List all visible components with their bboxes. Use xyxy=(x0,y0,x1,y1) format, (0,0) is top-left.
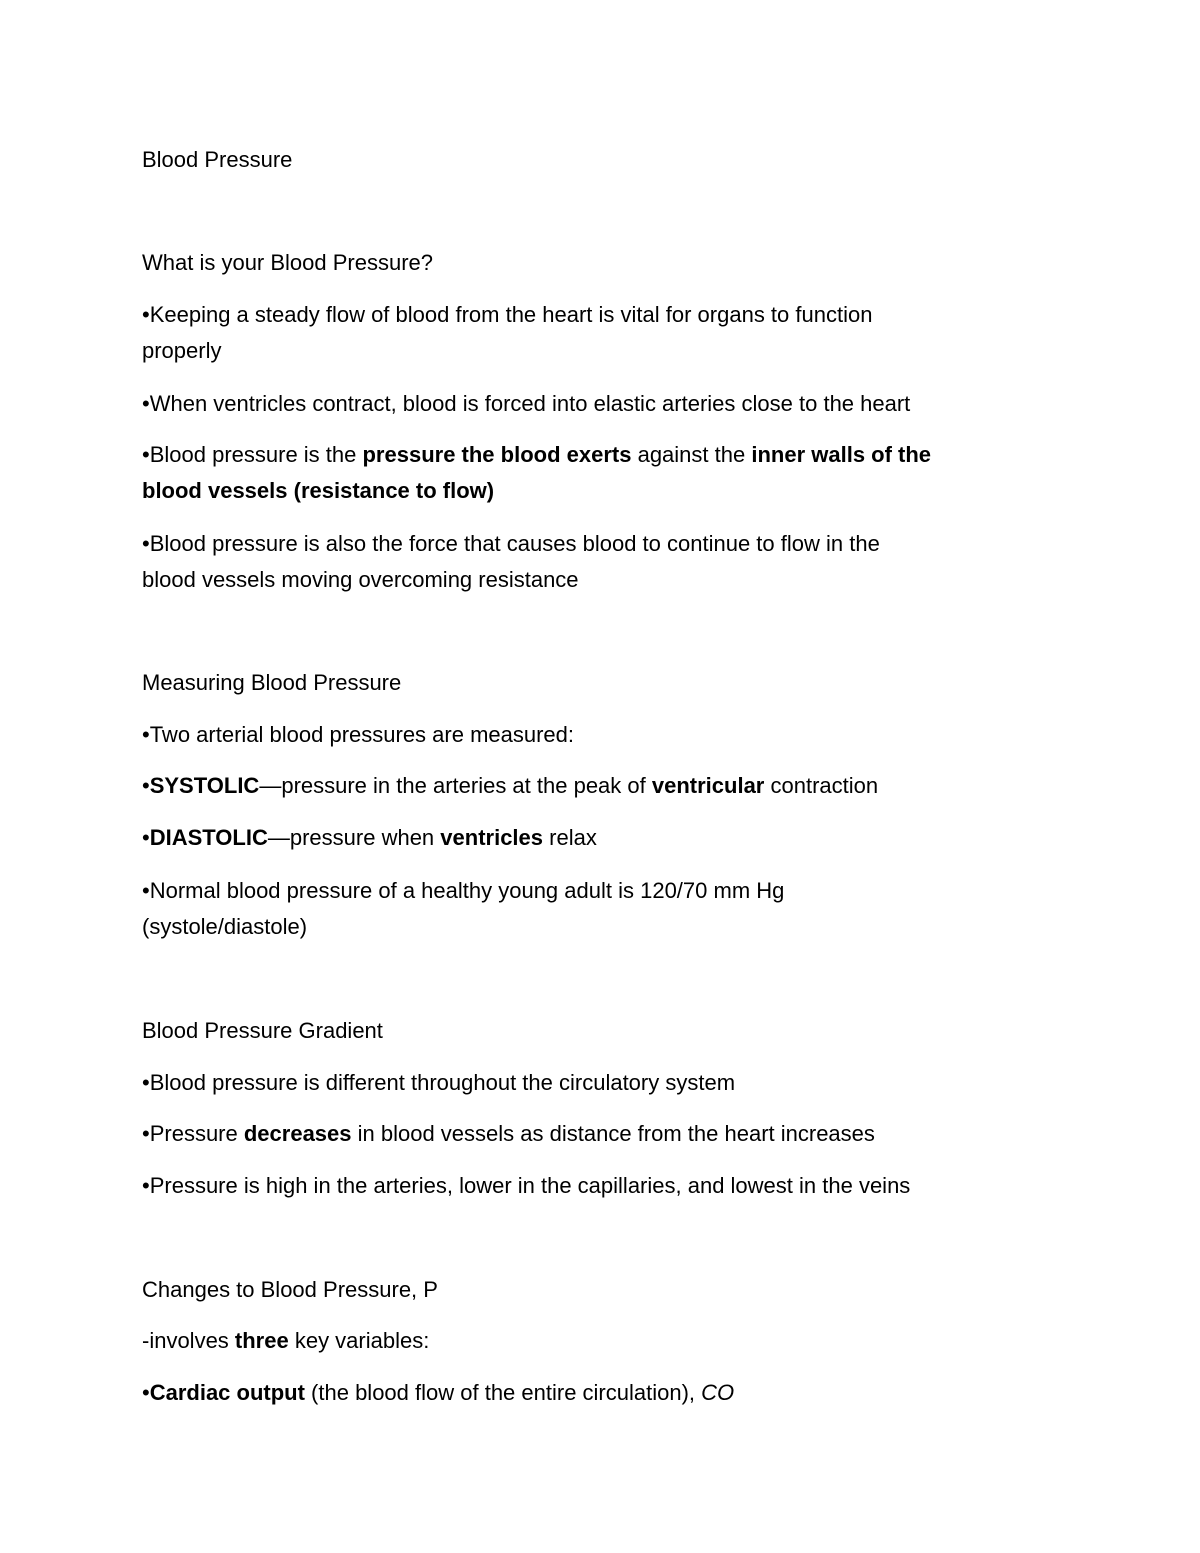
bullet-normal-pressure-cont: (systole/diastole) xyxy=(142,914,308,939)
bullet-high-low: •Pressure is high in the arteries, lower in the capillaries, and lowest in the veins xyxy=(142,1173,911,1198)
bullet-force: •Blood pressure is also the force that causes blood to continue to flow in the xyxy=(142,531,880,556)
bullet-ventricles-contract: •When ventricles contract, blood is forced into elastic arteries close to the heart xyxy=(142,391,911,416)
section-heading-gradient: Blood Pressure Gradient xyxy=(142,1018,383,1043)
section-heading-measuring: Measuring Blood Pressure xyxy=(142,670,402,695)
bullet-steady-flow-cont: properly xyxy=(142,338,222,363)
bullet-pressure-definition: •Blood pressure is the pressure the blood exerts against the inner walls of the xyxy=(142,442,932,467)
bullet-force-cont: blood vessels moving overcoming resistance xyxy=(142,567,579,592)
bullet-normal-pressure: •Normal blood pressure of a healthy young adult is 120/70 mm Hg xyxy=(142,878,785,903)
bullet-two-pressures: •Two arterial blood pressures are measured: xyxy=(142,722,575,747)
section-heading-changes: Changes to Blood Pressure, P xyxy=(142,1277,438,1302)
bullet-decreases: •Pressure decreases in blood vessels as distance from the heart increases xyxy=(142,1121,875,1146)
bullet-systolic: •SYSTOLIC—pressure in the arteries at the peak of ventricular contraction xyxy=(142,773,879,798)
line-three-variables: -involves three key variables: xyxy=(142,1328,430,1353)
bullet-steady-flow: •Keeping a steady flow of blood from the heart is vital for organs to function xyxy=(142,302,873,327)
bullet-pressure-definition-cont: blood vessels (resistance to flow) xyxy=(142,478,495,503)
bullet-different: •Blood pressure is different throughout the circulatory system xyxy=(142,1070,736,1095)
document-title: Blood Pressure xyxy=(142,147,293,172)
bullet-cardiac-output: •Cardiac output (the blood flow of the entire circulation), CO xyxy=(142,1380,735,1405)
section-heading-what-is: What is your Blood Pressure? xyxy=(142,250,434,275)
bullet-diastolic: •DIASTOLIC—pressure when ventricles relax xyxy=(142,825,597,850)
